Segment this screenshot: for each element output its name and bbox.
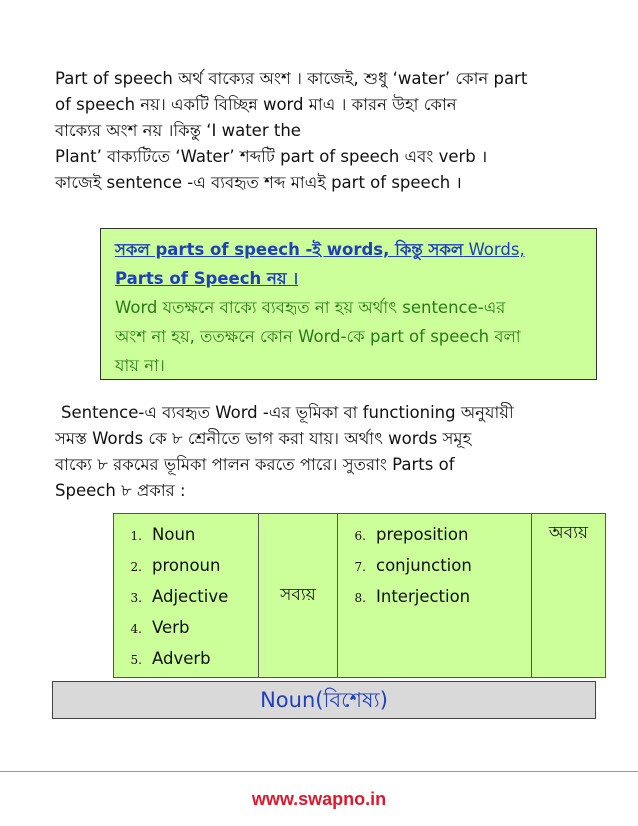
list-item <box>114 520 258 551</box>
item-label: Verb <box>152 618 190 637</box>
intro-line: Plant’ বাক্যটিতে ‘Water’ শব্দটি part of speech এবং verb । <box>55 147 488 166</box>
right-group-label: অব্যয় <box>532 514 606 678</box>
highlight-line-5: যায় না। <box>115 356 165 375</box>
item-number: 7. <box>354 560 366 574</box>
highlight-line-1-tail: Words, <box>463 240 525 259</box>
item-label: Adverb <box>152 649 211 668</box>
list-item <box>338 582 531 613</box>
highlight-line-1-main: সকল parts of speech -ই words, কিন্তু সকল <box>115 240 464 259</box>
item-number: 4. <box>130 622 142 636</box>
highlight-line-4: অংশ না হয়, ততক্ষনে কোন Word-কে part of speech বলা <box>115 327 521 346</box>
item-label: preposition <box>376 525 469 544</box>
classification-line: Sentence-এ ব্যবহৃত Word -এর ভূমিকা বা functioning অনুযায়ী <box>61 403 514 422</box>
left-group-label: সব্যয় <box>259 514 338 678</box>
classification-line: সমস্ত Words কে ৮ শ্রেনীতে ভাগ করা যায়। অর্থাৎ words সমূহ <box>55 429 472 448</box>
intro-line: of speech নয়। একটি বিচ্ছিন্ন word মাএ । কারন উহা কোন <box>55 95 457 114</box>
intro-line: বাক্যের অংশ নয় ।কিন্তু ‘I water the <box>55 121 301 140</box>
section-heading: Noun(বিশেষ্য) <box>260 688 388 712</box>
intro-paragraph <box>55 66 595 196</box>
highlight-box <box>100 228 597 380</box>
intro-line: কাজেই sentence -এ ব্যবহৃত শব্দ মাএই part of speech । <box>55 173 462 192</box>
footer-divider <box>0 771 638 772</box>
section-heading-bar <box>52 681 596 719</box>
left-items-cell <box>114 514 259 678</box>
list-item <box>114 551 258 582</box>
list-item <box>338 520 531 551</box>
item-number: 5. <box>130 653 142 667</box>
item-number: 1. <box>130 529 142 543</box>
item-label: conjunction <box>376 556 472 575</box>
item-number: 6. <box>354 529 366 543</box>
item-label: Adjective <box>152 587 229 606</box>
footer-website-link[interactable]: www.swapno.in <box>251 789 387 809</box>
list-item <box>114 644 258 675</box>
classification-line: বাক্যে ৮ রকমের ভূমিকা পালন করতে পারে। সুতরাং Parts of <box>55 455 455 474</box>
right-items-list <box>338 514 531 613</box>
right-items-cell <box>338 514 532 678</box>
left-items-list <box>114 514 258 675</box>
classification-line: Speech ৮ প্রকার : <box>55 481 186 500</box>
classification-paragraph <box>55 400 595 504</box>
item-number: 8. <box>354 591 366 605</box>
list-item <box>114 613 258 644</box>
item-label: pronoun <box>152 556 221 575</box>
parts-of-speech-table <box>113 513 606 678</box>
item-label: Noun <box>152 525 196 544</box>
list-item <box>114 582 258 613</box>
intro-line: Part of speech অর্থ বাক্যের অংশ । কাজেই, শুধু ‘water’ কোন part <box>55 69 528 88</box>
list-item <box>338 551 531 582</box>
item-number: 3. <box>130 591 142 605</box>
item-label: Interjection <box>376 587 471 606</box>
highlight-line-3: Word যতক্ষনে বাক্যে ব্যবহৃত না হয় অর্থাৎ sentence-এর <box>115 298 506 317</box>
item-number: 2. <box>130 560 142 574</box>
highlight-line-2: Parts of Speech নয় । <box>115 269 299 288</box>
highlight-line-1 <box>115 235 582 264</box>
